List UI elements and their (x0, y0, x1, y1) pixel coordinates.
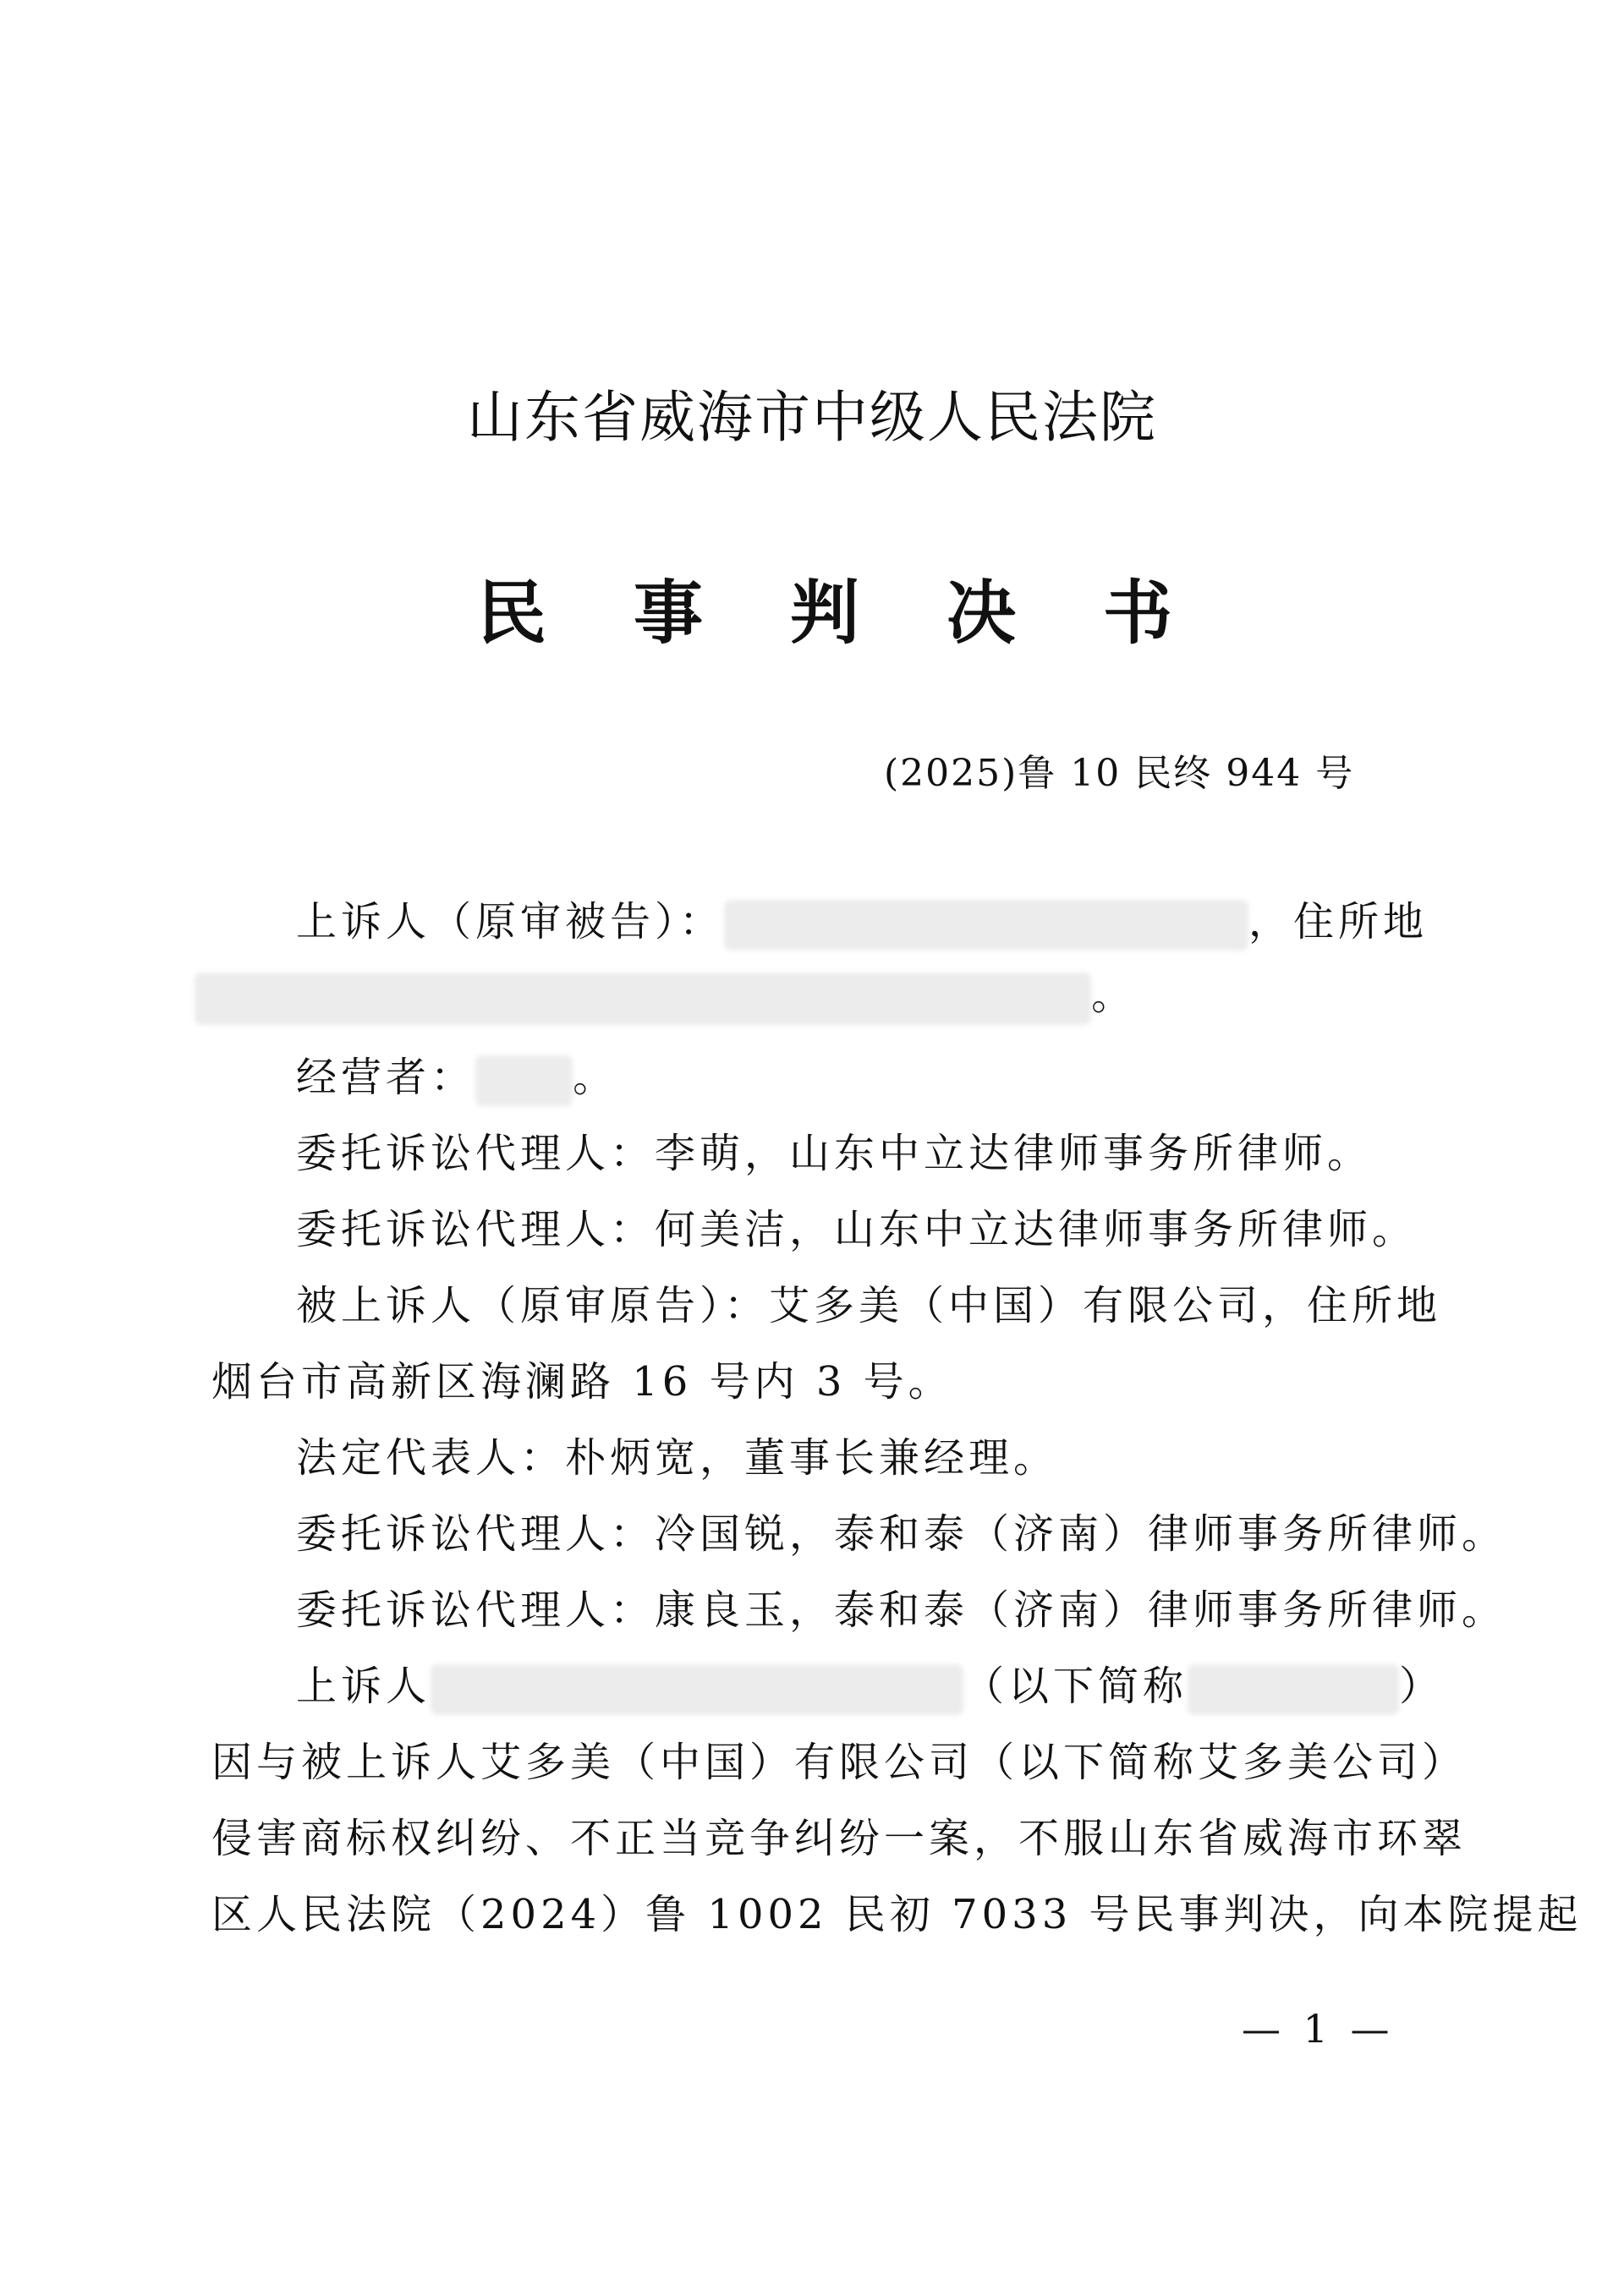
page-number: — 1 — (1242, 2006, 1395, 2052)
title-char-3: 判 (789, 573, 859, 654)
body-line-4: 区人民法院（2024）鲁 1002 民初 7033 号民事判决，向本院提起 (211, 1891, 1583, 1938)
redacted-appellant-short (1188, 1664, 1399, 1715)
title-char-4: 决 (946, 573, 1016, 654)
operator-label: 经营者： (296, 1054, 476, 1101)
appellee-line-2: 烟台市高新区海澜路 16 号内 3 号。 (211, 1358, 953, 1406)
title-char-5: 书 (1102, 573, 1172, 654)
appellant-suffix: ，住所地 (1248, 898, 1429, 945)
address-end: 。 (1091, 972, 1137, 1019)
title-char-1: 民 (476, 573, 546, 654)
redacted-appellant-full (431, 1664, 963, 1715)
redacted-operator (475, 1055, 573, 1106)
intro-mid: （以下简称 (963, 1663, 1188, 1710)
body-line-3: 侵害商标权纠纷、不正当竞争纠纷一案，不服山东省威海市环翠 (211, 1815, 1468, 1862)
document-title (469, 558, 1180, 654)
appellant-address-line (195, 970, 1136, 1025)
agent-line-3: 委托诉讼代理人：冷国锐，泰和泰（济南）律师事务所律师。 (296, 1510, 1507, 1558)
redacted-address (195, 973, 1091, 1025)
intro-prefix: 上诉人 (296, 1663, 431, 1710)
operator-end: 。 (573, 1054, 618, 1101)
agent-line-1: 委托诉讼代理人：李萌，山东中立达律师事务所律师。 (296, 1130, 1373, 1177)
agent-line-2: 委托诉讼代理人：何美洁，山东中立达律师事务所律师。 (296, 1206, 1418, 1253)
body-line-1 (296, 1661, 1444, 1715)
agent-line-4: 委托诉讼代理人：康良玉，泰和泰（济南）律师事务所律师。 (296, 1586, 1507, 1634)
intro-end: ） (1399, 1663, 1445, 1710)
court-name: 山东省威海市中级人民法院 (467, 385, 1157, 450)
appellant-label: 上诉人（原审被告）： (296, 898, 725, 945)
appellee-line-1: 被上诉人（原审原告）：艾多美（中国）有限公司，住所地 (296, 1282, 1442, 1329)
appellant-line (296, 896, 1428, 951)
case-number: (2025)鲁 10 民终 944 号 (884, 752, 1355, 795)
title-char-2: 事 (633, 573, 703, 654)
redacted-appellant-name (724, 900, 1248, 951)
body-line-2: 因与被上诉人艾多美（中国）有限公司（以下简称艾多美公司） (211, 1739, 1468, 1786)
legal-rep-line: 法定代表人：朴炳宽，董事长兼经理。 (296, 1434, 1059, 1482)
operator-line (296, 1052, 617, 1106)
